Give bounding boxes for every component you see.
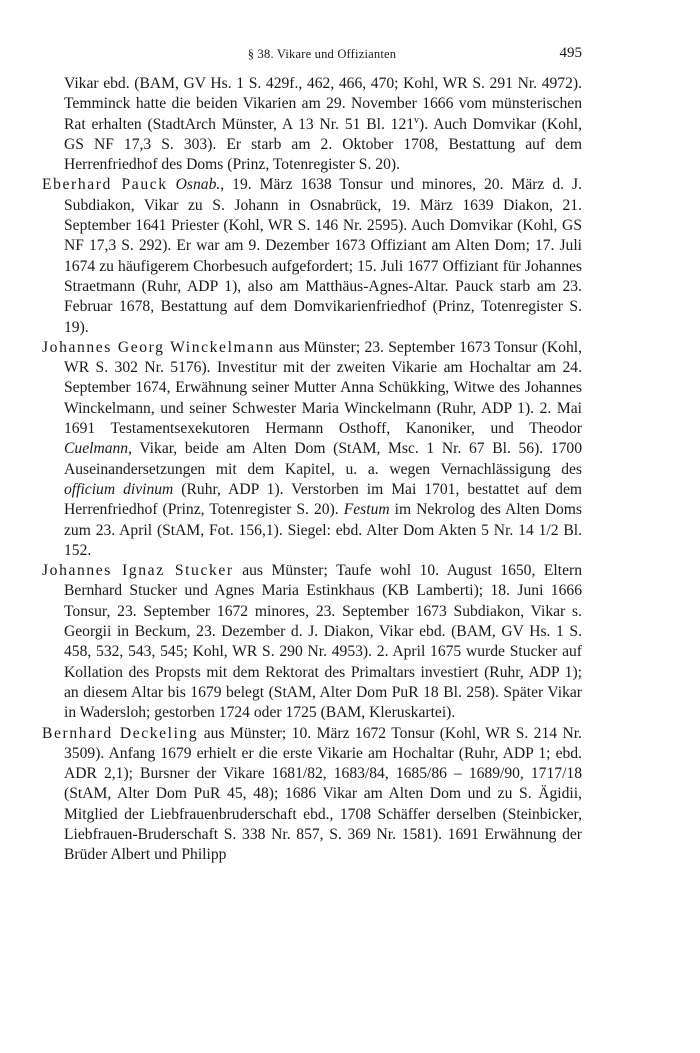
entry-paragraph — [42, 175, 582, 337]
page-number: 495 — [559, 45, 582, 61]
body-text — [42, 74, 582, 866]
superscript: v — [414, 114, 420, 126]
entry-paragraph — [42, 724, 582, 866]
text-segment: ). Auch Domvikar (Kohl, GS NF 17,3 S. 303). Er starb am 2. Oktober 1708, Bestattung auf dem Herrenfriedhof des Doms (Prinz, Totenregister S. 20). — [64, 115, 582, 174]
text-segment: aus Münster; 10. März 1672 Tonsur (Kohl, WR S. 214 Nr. 3509). Anfang 1679 erhielt er die erste Vikarie am Hochaltar (Ruhr, ADP 1; ebd. ADR 2,1); Bursner der Vikare 1681/82, 1683/84, 1685/86 – 1689/90, 1717/18 (StAM, Alter Dom PuR 45, 48); 1686 Vikar am Alten Dom und zu S. Ägidii, Mitglied der Liebfrauenbruderschaft ebd., 1708 Schäffer derselben (Steinbicker, Liebfrauen-Bruderschaft S. 338 Nr. 857, S. 369 Nr. 1581). 1691 Erwähnung der Brüder Albert und Philipp — [64, 724, 582, 864]
text-segment: , 19. März 1638 Tonsur und minores, 20. März d. J. Subdiakon, Vikar zu S. Johann in Osnabrück, 19. März 1639 Diakon, 21. September 1641 Priester (Kohl, WR S. 146 Nr. 2595). Auch Domvikar (Kohl, GS NF 17,3 S. 292). Er war am 9. Dezember 1673 Offiziant am Alten Dom; 17. Juli 1674 zu häufigerem Chorbesuch aufgefordert; 15. Juli 1677 Offiziant für Johannes Straetmann (Ruhr, ADP 1), also am Matthäus-Agnes-Altar. Pauck starb am 23. Februar 1678, Bestattung auf dem Domvikarienfriedhof (Prinz, Totenregister S. 19). — [64, 176, 582, 336]
entry-paragraph — [42, 561, 582, 723]
text-segment: (Ruhr, ADP 1). Verstorben im Mai 1701, bestattet auf dem Herrenfriedhof (Prinz, Totenregister S. 20). — [64, 480, 583, 519]
text-segment: aus Münster; Taufe wohl 10. August 1650, Eltern Bernhard Stucker und Agnes Maria Estinkhaus (KB Lamberti); 18. Juni 1666 Tonsur, 23. September 1672 minores, 23. September 1673 Subdiakon, Vikar s. Georgii in Beckum, 23. Dezember d. J. Diakon, Vikar ebd. (BAM, GV Hs. 1 S. 458, 532, 543, 545; Kohl, WR S. 290 Nr. 4953). 2. April 1675 wurde Stucker auf Kollation des Propsts mit dem Rektorat des Primaltars investiert (Ruhr, ADP 1); an diesem Altar bis 1679 belegt (StAM, Alter Dom PuR 18 Bl. 258). Später Vikar in Wadersloh; gestorben 1724 oder 1725 (BAM, Kleruskartei). — [64, 562, 583, 722]
text-segment — [168, 176, 176, 193]
text-segment: , Vikar, beide am Alten Dom (StAM, Msc. 1 Nr. 67 Bl. 56). 1700 Auseinandersetzungen mit dem Kapitel, u. a. wegen Vernachlässigung des — [64, 440, 582, 478]
italic-text: Osnab. — [175, 176, 221, 194]
text-segment: aus Münster; 23. September 1673 Tonsur (Kohl, WR S. 302 Nr. 5176). Investitur mit der zweiten Vikarie am Hochaltar am 24. September 1674, Erwähnung seiner Mutter Anna Schükking, Witwe des Johannes Winckelmann, und seiner Schwester Maria Winckelmann (Ruhr, ADP 1). 2. Mai 1691 Testamentsexekutoren Hermann Osthoff, Kanoniker, und Theodor — [64, 338, 582, 438]
italic-text: officium divinum — [64, 480, 174, 498]
entry-paragraph — [42, 338, 582, 561]
person-name: Johannes Georg Winckelmann — [42, 338, 275, 356]
continuation-paragraph — [42, 74, 582, 175]
running-head: § 38. Vikare und Offizianten — [247, 47, 397, 61]
text-segment: Vikar ebd. (BAM, GV Hs. 1 S. 429f., 462, 466, 470; Kohl, WR S. 291 Nr. 4972). Temminck hatte die beiden Vikarien am 29. November 1666 vom münsterischen Rat erhalten (StadtArch Münster, A 13 Nr. 51 Bl. 121 — [64, 75, 582, 133]
italic-text: Cuelmann — [64, 440, 129, 458]
text-segment: im Nekrolog des Alten Doms zum 23. April (StAM, Fot. 156,1). Siegel: ebd. Alter Dom Akten 5 Nr. 14 1/2 Bl. 152. — [64, 501, 582, 559]
person-name: Bernhard Deckeling — [42, 724, 199, 742]
italic-text: Festum — [343, 501, 390, 519]
person-name: Eberhard Pauck — [42, 176, 168, 194]
person-name: Johannes Ignaz Stucker — [42, 562, 234, 580]
page-header — [62, 47, 582, 69]
